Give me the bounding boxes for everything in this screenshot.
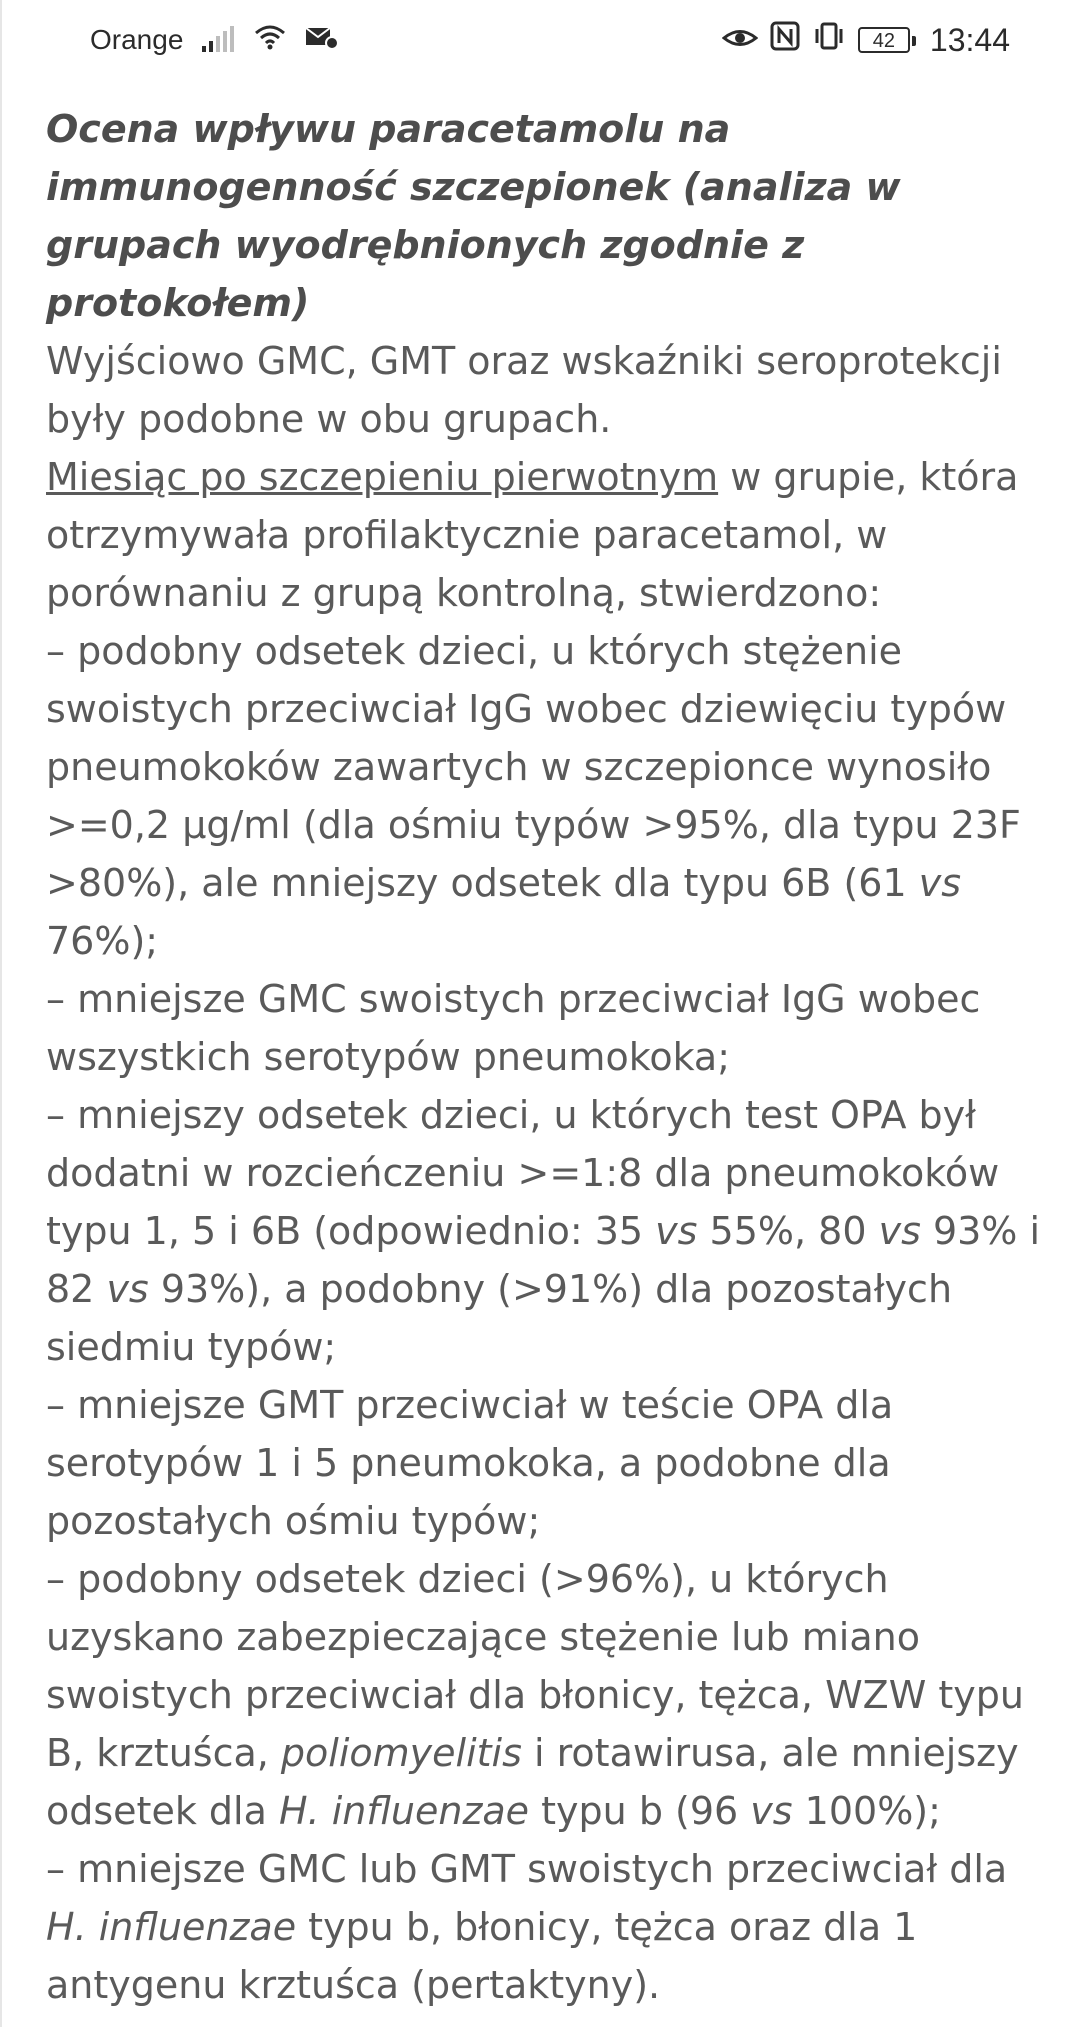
article-heading: Ocena wpływu paracetamolu na immunogenność szczepionek (analiza w grupach wyodrębnionych zgodnie z protokołem) — [46, 107, 901, 325]
wifi-icon — [253, 23, 287, 58]
list-item-text: – mniejszy odsetek dzieci, u których test OPA był dodatni w rozcieńczeniu >=1:8 dla pneumokoków typu 1, 5 i 6B (odpowiednio: 35 — [46, 1093, 1000, 1253]
clock: 13:44 — [929, 21, 1010, 58]
list-item: – mniejsze GMC swoistych przeciwciał IgG wobec wszystkich serotypów pneumokoka; — [46, 977, 981, 1079]
vs-italic: vs — [106, 1267, 149, 1311]
article-content — [46, 100, 1046, 2014]
list-item-text: typu b (96 — [529, 1789, 751, 1833]
list-item — [46, 1086, 1046, 1376]
list-item-text: 100%); — [792, 1789, 941, 1833]
list-item — [46, 1550, 1046, 1840]
latin-term-italic: H. influenzae — [46, 1905, 297, 1949]
list-item-text: – podobny odsetek dzieci (>96%), u których uzyskano zabezpieczające stężenie lub miano swoistych przeciwciał dla błonicy, tężca, WZW typu B, krztuśca, — [46, 1557, 1024, 1775]
message-settings-icon — [305, 23, 339, 58]
list-item-text: – mniejsze GMC lub GMT swoistych przeciwciał dla — [46, 1847, 1008, 1891]
list-item-text: i rotawirusa, ale mniejszy odsetek dla — [46, 1731, 1019, 1833]
vs-italic: vs — [918, 861, 961, 905]
nfc-icon — [770, 21, 800, 59]
list-item-text: 93%), a podobny (>91%) dla pozostałych siedmiu typów; — [46, 1267, 953, 1369]
list-item-text: 93% i 82 — [46, 1209, 1041, 1311]
battery-icon: 42 — [858, 27, 910, 53]
paragraph-after-primary — [46, 448, 1046, 622]
list-item-text: – podobny odsetek dzieci, u których stężenie swoistych przeciwciał IgG wobec dziewięciu typów pneumokoków zawartych w szczepionce wynosiło >=0,2 µg/ml (dla ośmiu typów >95%, dla typu 23F >80%), ale mniejszy odsetek dla typu 6B (61 — [46, 629, 1021, 905]
vs-italic: vs — [750, 1789, 793, 1833]
vs-italic: vs — [655, 1209, 698, 1253]
eye-comfort-icon — [722, 22, 758, 59]
left-edge-divider — [0, 0, 2, 2027]
carrier-name: Orange — [90, 24, 184, 55]
vs-italic: vs — [878, 1209, 921, 1253]
signal-icon — [201, 26, 235, 54]
list-item-text: 55%, 80 — [697, 1209, 879, 1253]
latin-term-italic: poliomyelitis — [280, 1731, 522, 1775]
status-bar — [0, 0, 1080, 80]
paragraph-baseline: Wyjściowo GMC, GMT oraz wskaźniki seroprotekcji były podobne w obu grupach. — [46, 339, 1002, 441]
list-item — [46, 622, 1046, 970]
list-item: – mniejsze GMT przeciwciał w teście OPA dla serotypów 1 i 5 pneumokoka, a podobne dla pozostałych ośmiu typów; — [46, 1383, 894, 1543]
paragraph-text: w grupie, która otrzymywała profilaktycznie paracetamol, w porównaniu z grupą kontrolną, stwierdzono: — [46, 455, 1019, 615]
latin-term-italic: H. influenzae — [278, 1789, 530, 1833]
underlined-phrase: Miesiąc po szczepieniu pierwotnym — [46, 455, 719, 499]
list-item-text: 76%); — [46, 919, 159, 963]
list-item — [46, 1840, 1046, 2014]
vibrate-icon — [812, 21, 846, 59]
status-bar-right — [722, 21, 1010, 59]
list-item-text: typu b, błonicy, tężca oraz dla 1 antygenu krztuśca (pertaktyny). — [46, 1905, 918, 2007]
status-bar-left — [90, 23, 339, 58]
